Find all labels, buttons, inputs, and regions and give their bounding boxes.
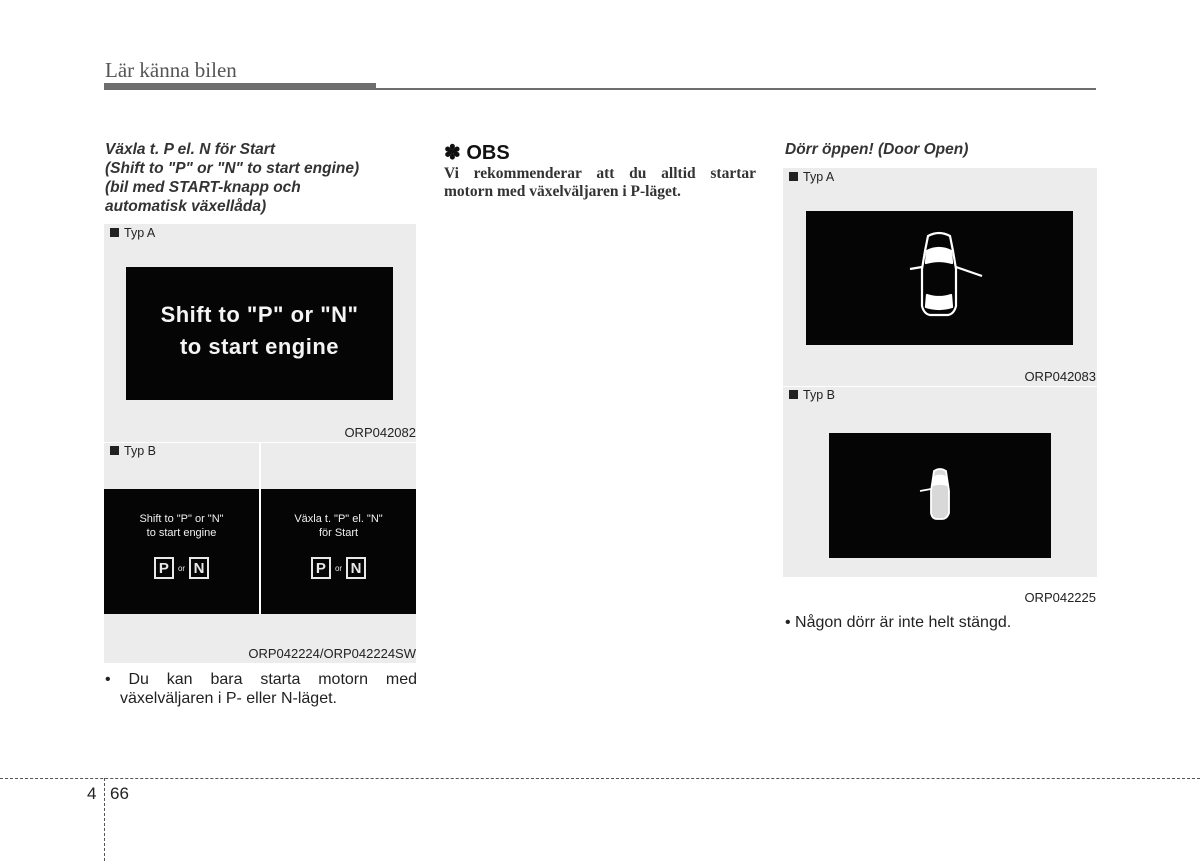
car-door-open-icon (806, 211, 1073, 345)
obs-title: ✽ OBS (444, 142, 510, 164)
left-subhead-line: (bil med START-knapp och (105, 179, 301, 196)
figure-code: ORP042225 (1024, 590, 1096, 605)
screen-line-2: to start engine (146, 527, 217, 539)
left-subhead-line: (Shift to "P" or "N" to start engine) (105, 160, 360, 177)
screen-line-2: för Start (318, 527, 359, 539)
square-bullet-icon (110, 446, 119, 455)
screen-line-1: Shift to "P" or "N" (139, 513, 224, 525)
obs-body-line-2: motorn med växelväljaren i P-läget. (444, 183, 681, 200)
left-subhead-line: automatisk växellåda) (105, 198, 267, 215)
obs-body-line-1: Vi rekommenderar att du alltid startar (444, 165, 756, 182)
figure-label-typ-a: Typ A (789, 170, 834, 184)
footer-dashed-divider (104, 778, 105, 861)
page-header-title: Lär känna bilen (105, 58, 237, 82)
figure-label-typ-b: Typ B (789, 388, 835, 402)
figure-code: ORP042082 (344, 425, 416, 440)
left-bullet-continuation: växelväljaren i P- eller N-läget. (120, 690, 337, 707)
display-screen-door-typ-a (806, 211, 1073, 345)
square-bullet-icon (110, 228, 119, 237)
display-screen-typ-b-swedish (261, 489, 416, 614)
right-subhead: Dörr öppen! (Door Open) (785, 141, 969, 158)
gear-n-icon: N (189, 557, 209, 579)
square-bullet-icon (789, 172, 798, 181)
header-rule-thick (104, 83, 376, 90)
display-screen-typ-b-english (104, 489, 259, 614)
car-door-open-icon (829, 433, 1051, 558)
left-subhead (105, 140, 415, 216)
screen-line-1: Shift to "P" or "N" (160, 302, 359, 327)
figure-label-typ-a: Typ A (110, 226, 155, 240)
page-number: 66 (110, 784, 129, 803)
gear-indicator (261, 557, 416, 579)
gear-n-icon: N (346, 557, 366, 579)
gear-p-icon: P (154, 557, 174, 579)
right-bullet: • Någon dörr är inte helt stängd. (785, 614, 1012, 631)
left-bullet: • Du kan bara starta motorn med (105, 671, 417, 688)
figure-label-typ-b: Typ B (110, 444, 156, 458)
gear-or-label: or (177, 563, 186, 573)
display-screen-typ-a (126, 267, 393, 400)
screen-line-1: Växla t. "P" el. "N" (294, 513, 383, 525)
gear-or-label: or (334, 563, 343, 573)
square-bullet-icon (789, 390, 798, 399)
figure-code: ORP042224/ORP042224SW (248, 646, 416, 661)
gear-p-icon: P (311, 557, 331, 579)
footer-dashed-rule (0, 778, 1200, 779)
figure-divider (259, 443, 261, 489)
left-subhead-line: Växla t. P el. N för Start (105, 141, 275, 158)
gear-indicator (104, 557, 259, 579)
header-rule-thin (376, 88, 1096, 90)
section-number: 4 (87, 784, 97, 803)
figure-code: ORP042083 (1024, 369, 1096, 384)
display-screen-door-typ-b (829, 433, 1051, 558)
screen-line-2: to start engine (179, 334, 340, 359)
